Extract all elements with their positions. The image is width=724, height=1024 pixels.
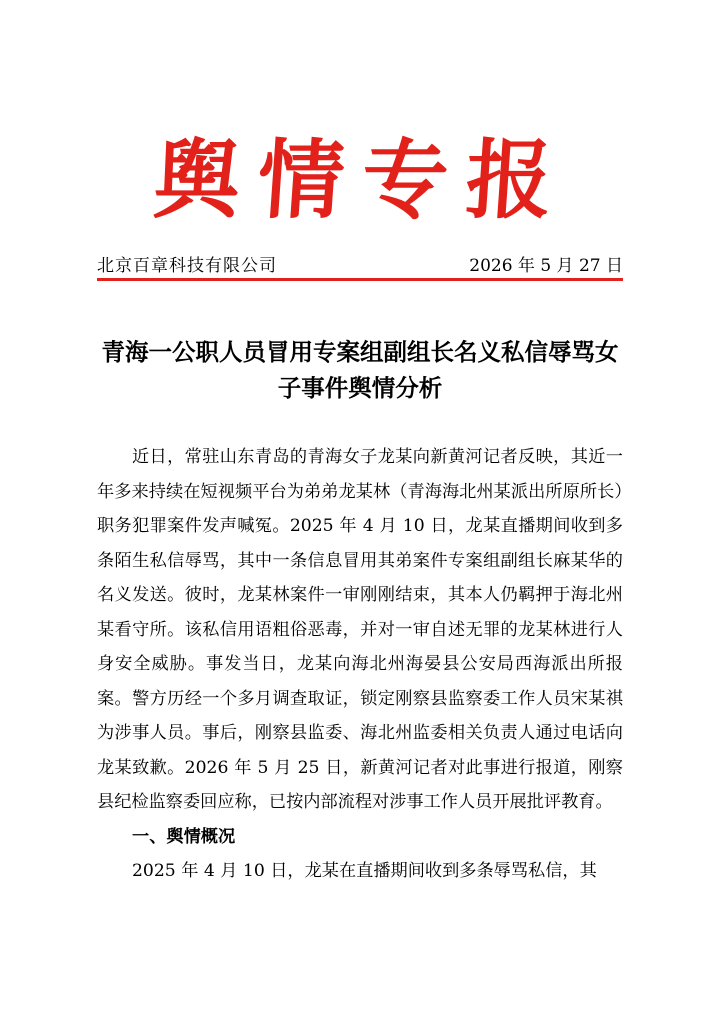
- section-heading: 一、舆情概况: [132, 826, 236, 847]
- section-paragraph: 2025 年 4 月 10 日，龙某在直播期间收到多条辱骂私信，其: [132, 861, 597, 881]
- header-row: [97, 253, 623, 279]
- report-title: 青海一公职人员冒用专案组副组长名义私信辱骂女子事件舆情分析: [101, 338, 619, 402]
- red-divider: [97, 278, 623, 281]
- report-body: [97, 440, 623, 889]
- intro-paragraph: 近日，常驻山东青岛的青海女子龙某向新黄河记者反映，其近一年多来持续在短视频平台为弟弟龙某林（青海海北州某派出所原所长）职务犯罪案件发声喊冤。2025 年 4 月 10 日，龙某直播期间收到多条陌生私信辱骂，其中一条信息冒用其弟案件专案组副组长麻某华的名义发送。彼时，龙某林案件一审刚刚结束，其本人仍羁押于海北州某看守所。该私信用语粗俗恶毒，并对一审自述无罪的龙某林进行人身安全威胁。事发当日，龙某向海北州海晏县公安局西海派出所报案。警方历经一个多月调查取证，锁定刚察县监察委工作人员宋某祺为涉事人员。事后，刚察县监委、海北州监委相关负责人通过电话向龙某致歉。2026 年 5 月 25 日，新黄河记者对此事进行报道，刚察县纪检监察委回应称，已按内部流程对涉事工作人员开展批评教育。: [97, 447, 623, 812]
- report-date: 2026 年 5 月 27 日: [469, 256, 623, 276]
- company-name: 北京百章科技有限公司: [97, 256, 277, 276]
- masthead-title: 舆情专报: [150, 130, 574, 231]
